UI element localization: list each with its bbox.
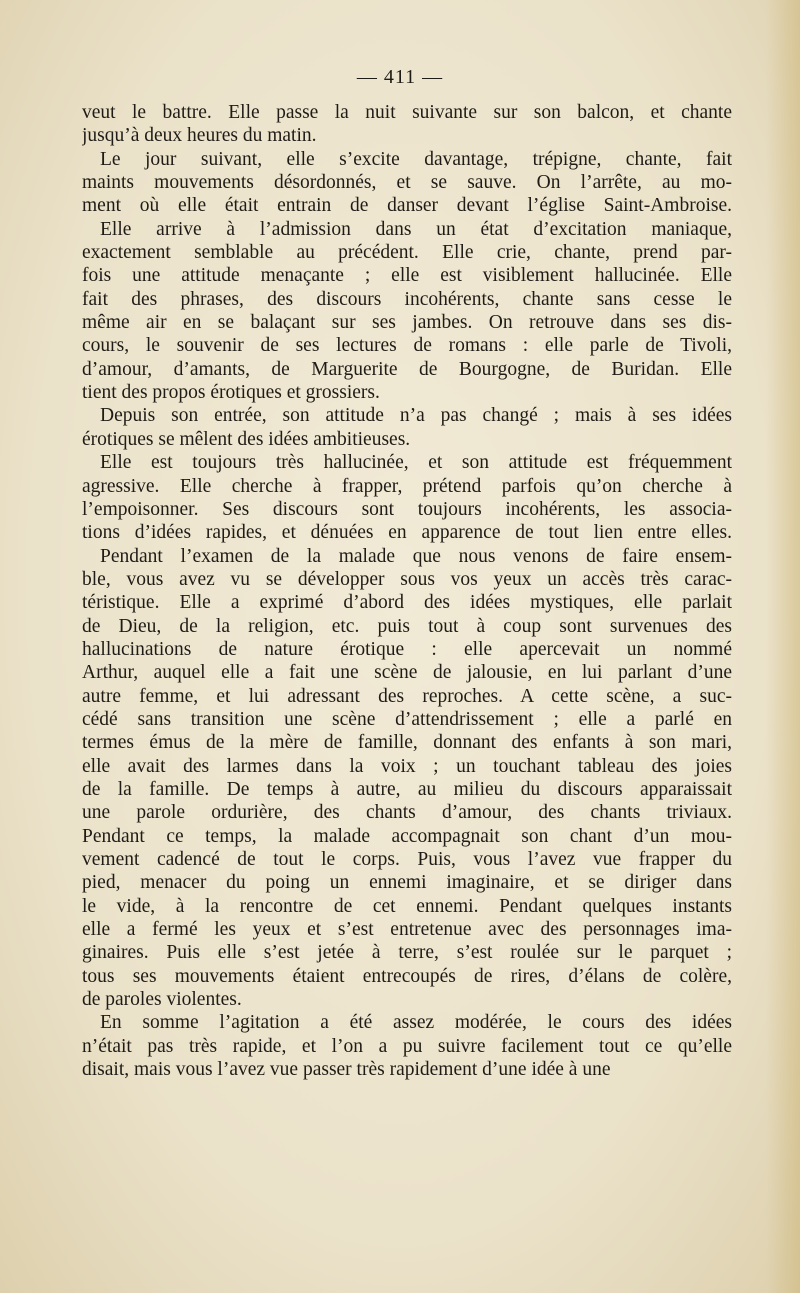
text-line: Le jour suivant, elle s’excite davantage, trépigne, chante, fait: [100, 148, 732, 170]
text-line: une parole ordurière, des chants d’amour, des chants triviaux.: [82, 802, 732, 824]
text-line: elle avait des larmes dans la voix ; un touchant tableau des joies: [82, 755, 732, 777]
text-line: Pendant ce temps, la malade accompagnait son chant d’un mou-: [82, 825, 732, 847]
text-line: termes émus de la mère de famille, donnant des enfants à son mari,: [82, 732, 732, 754]
text-line: maints mouvements désordonnés, et se sauve. On l’arrête, au mo-: [82, 172, 732, 194]
text-line: d’amour, d’amants, de Marguerite de Bourgogne, de Buridan. Elle: [82, 358, 732, 380]
text-line: disait, mais vous l’avez vue passer très rapidement d’une idée à une: [82, 1059, 611, 1081]
text-line: veut le battre. Elle passe la nuit suivante sur son balcon, et chante: [82, 102, 732, 123]
text-line: téristique. Elle a exprimé d’abord des idées mystiques, elle parlait: [82, 592, 732, 614]
text-line: le vide, à la rencontre de cet ennemi. Pendant quelques instants: [82, 895, 732, 917]
text-line: agressive. Elle cherche à frapper, prétend parfois qu’on cherche à: [82, 475, 732, 497]
text-line: exactement semblable au précédent. Elle crie, chante, prend par-: [82, 242, 732, 264]
text-line: vement cadencé de tout le corps. Puis, vous l’avez vue frapper du: [82, 849, 732, 870]
text-line: autre femme, et lui adressant des reproches. A cette scène, a suc-: [82, 685, 732, 707]
text-line: n’était pas très rapide, et l’on a pu suivre facilement tout ce qu’elle: [82, 1035, 732, 1057]
text-line: Arthur, auquel elle a fait une scène de jalousie, en lui parlant d’une: [82, 662, 732, 684]
text-line: Elle est toujours très hallucinée, et son attitude est fréquemment: [100, 452, 732, 474]
text-line: pied, menacer du poing un ennemi imaginaire, et se diriger dans: [82, 872, 732, 894]
text-line: de Dieu, de la religion, etc. puis tout à coup sont survenues des: [82, 615, 732, 637]
text-line: jusqu’à deux heures du matin.: [82, 125, 317, 147]
text-line: ble, vous avez vu se développer sous vos yeux un accès très carac-: [82, 568, 732, 590]
text-line: cédé sans transition une scène d’attendrissement ; elle a parlé en: [82, 708, 732, 730]
text-line: En somme l’agitation a été assez modérée, le cours des idées: [100, 1012, 732, 1034]
text-line: érotiques se mêlent des idées ambitieuses.: [82, 428, 411, 450]
text-line: ment où elle était entrain de danser devant l’église Saint-Ambroise.: [82, 195, 732, 217]
text-line: ginaires. Puis elle s’est jetée à terre, s’est roulée sur le parquet ;: [82, 942, 732, 964]
text-line: elle a fermé les yeux et s’est entretenue avec des personnages ima-: [82, 919, 732, 941]
text-line: l’empoisonner. Ses discours sont toujours incohérents, les associa-: [82, 498, 732, 520]
body-text: [82, 101, 732, 1081]
text-line: hallucinations de nature érotique : elle apercevait un nommé: [82, 638, 732, 660]
text-line: Pendant l’examen de la malade que nous venons de faire ensem-: [100, 545, 732, 567]
text-line: Depuis son entrée, son attitude n’a pas changé ; mais à ses idées: [100, 405, 732, 427]
text-line: fait des phrases, des discours incohérents, chante sans cesse le: [82, 288, 732, 310]
text-line: tient des propos érotiques et grossiers.: [82, 382, 380, 404]
text-line: de paroles violentes.: [82, 989, 242, 1011]
text-line: cours, le souvenir de ses lectures de romans : elle parle de Tivoli,: [82, 335, 732, 357]
page-number: — 411 —: [356, 66, 444, 88]
text-line: de la famille. De temps à autre, au milieu du discours apparaissait: [82, 778, 732, 800]
text-line: tions d’idées rapides, et dénuées en apparence de tout lien entre elles.: [82, 522, 732, 544]
text-line: même air en se balaçant sur ses jambes. On retrouve dans ses dis-: [82, 312, 732, 334]
text-line: Elle arrive à l’admission dans un état d’excitation maniaque,: [100, 218, 732, 240]
text-line: fois une attitude menaçante ; elle est visiblement hallucinée. Elle: [82, 265, 732, 287]
page-edge-shadow: [766, 0, 800, 1293]
text-line: tous ses mouvements étaient entrecoupés de rires, d’élans de colère,: [82, 965, 732, 987]
